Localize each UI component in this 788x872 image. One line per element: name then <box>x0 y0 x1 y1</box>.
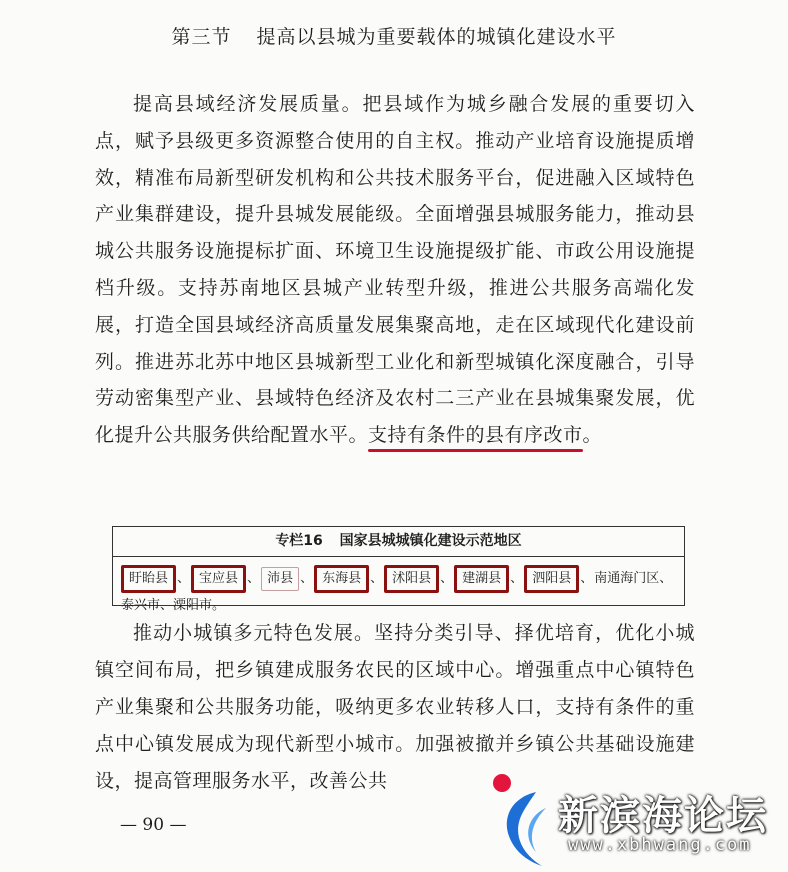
county-baoying: 宝应县 <box>191 565 246 593</box>
column-box <box>112 526 685 613</box>
paragraph-text-2: 推动小城镇多元特色发展。坚持分类引导、择优培育，优化小城镇空间布局，把乡镇建成服务农民的区域中心。增强重点中心镇特色产业集聚和公共服务功能，吸纳更多农业转移人口，支持有条件的重点中心镇发展成为现代新型小城市。加强被撤并乡镇公共基础设施建设，提高管理服务水平，改善公共 <box>95 622 695 792</box>
section-number: 第三节 <box>171 26 232 48</box>
county-shuyang: 沭阳县 <box>384 565 439 593</box>
column-number: 专栏16 <box>275 533 323 549</box>
county-list-trailing: 南通海门区、泰兴市、溧阳市。 <box>121 571 673 613</box>
section-title: 提高以县城为重要载体的城镇化建设水平 <box>256 26 617 48</box>
watermark <box>492 778 782 868</box>
red-underline-annotation <box>368 449 583 452</box>
county-peixian: 沛县 <box>261 567 299 591</box>
watermark-url: www.xbhwang.com <box>568 835 752 855</box>
paragraph-text: 提高县域经济发展质量。把县域作为城乡融合发展的重要切入点，赋予县级更多资源整合使用的自主权。推动产业培育设施提质增效，精准布局新型研发机构和公共技术服务平台，促进融入区域特色产业集群建设，提升县城发展能级。全面增强县城服务能力，推动县城公共服务设施提标扩面、环境卫生设施提级扩能、市政公用设施提档升级。支持苏南地区县城产业转型升级，推进公共服务高端化发展，打造全国县域经济高质量发展集聚高地，走在区域现代化建设前列。推进苏北苏中地区县城新型工业化和新型城镇化深度融合，引导劳动密集型产业、县域特色经济及农村二三产业在县城集聚发展，优化提升公共服务供给配置水平。 <box>95 93 695 447</box>
site-logo-icon <box>492 788 562 868</box>
sentence-end: 。 <box>582 424 603 447</box>
county-list: 盱眙县 、 宝应县 、 沛县 、 东海县 、 沭阳县 、 建湖县 、 泗阳县 、南通海门区、泰兴市、溧阳市。 <box>113 557 684 619</box>
county-jianhu: 建湖县 <box>454 565 509 593</box>
county-donghai: 东海县 <box>314 565 369 593</box>
highlighted-sentence: 支持有条件的县有序改市 <box>368 424 583 446</box>
county-xuyi: 盱眙县 <box>121 565 176 593</box>
watermark-title: 新滨海论坛 <box>558 793 768 839</box>
paragraph-county-economy <box>95 86 695 454</box>
column-heading: 国家县城城镇化建设示范地区 <box>339 533 522 549</box>
page-number: — 90 — <box>120 815 187 835</box>
column-title <box>113 527 684 557</box>
paragraph-small-towns <box>95 615 695 800</box>
county-siyang: 泗阳县 <box>524 565 579 593</box>
section-heading <box>0 22 788 49</box>
